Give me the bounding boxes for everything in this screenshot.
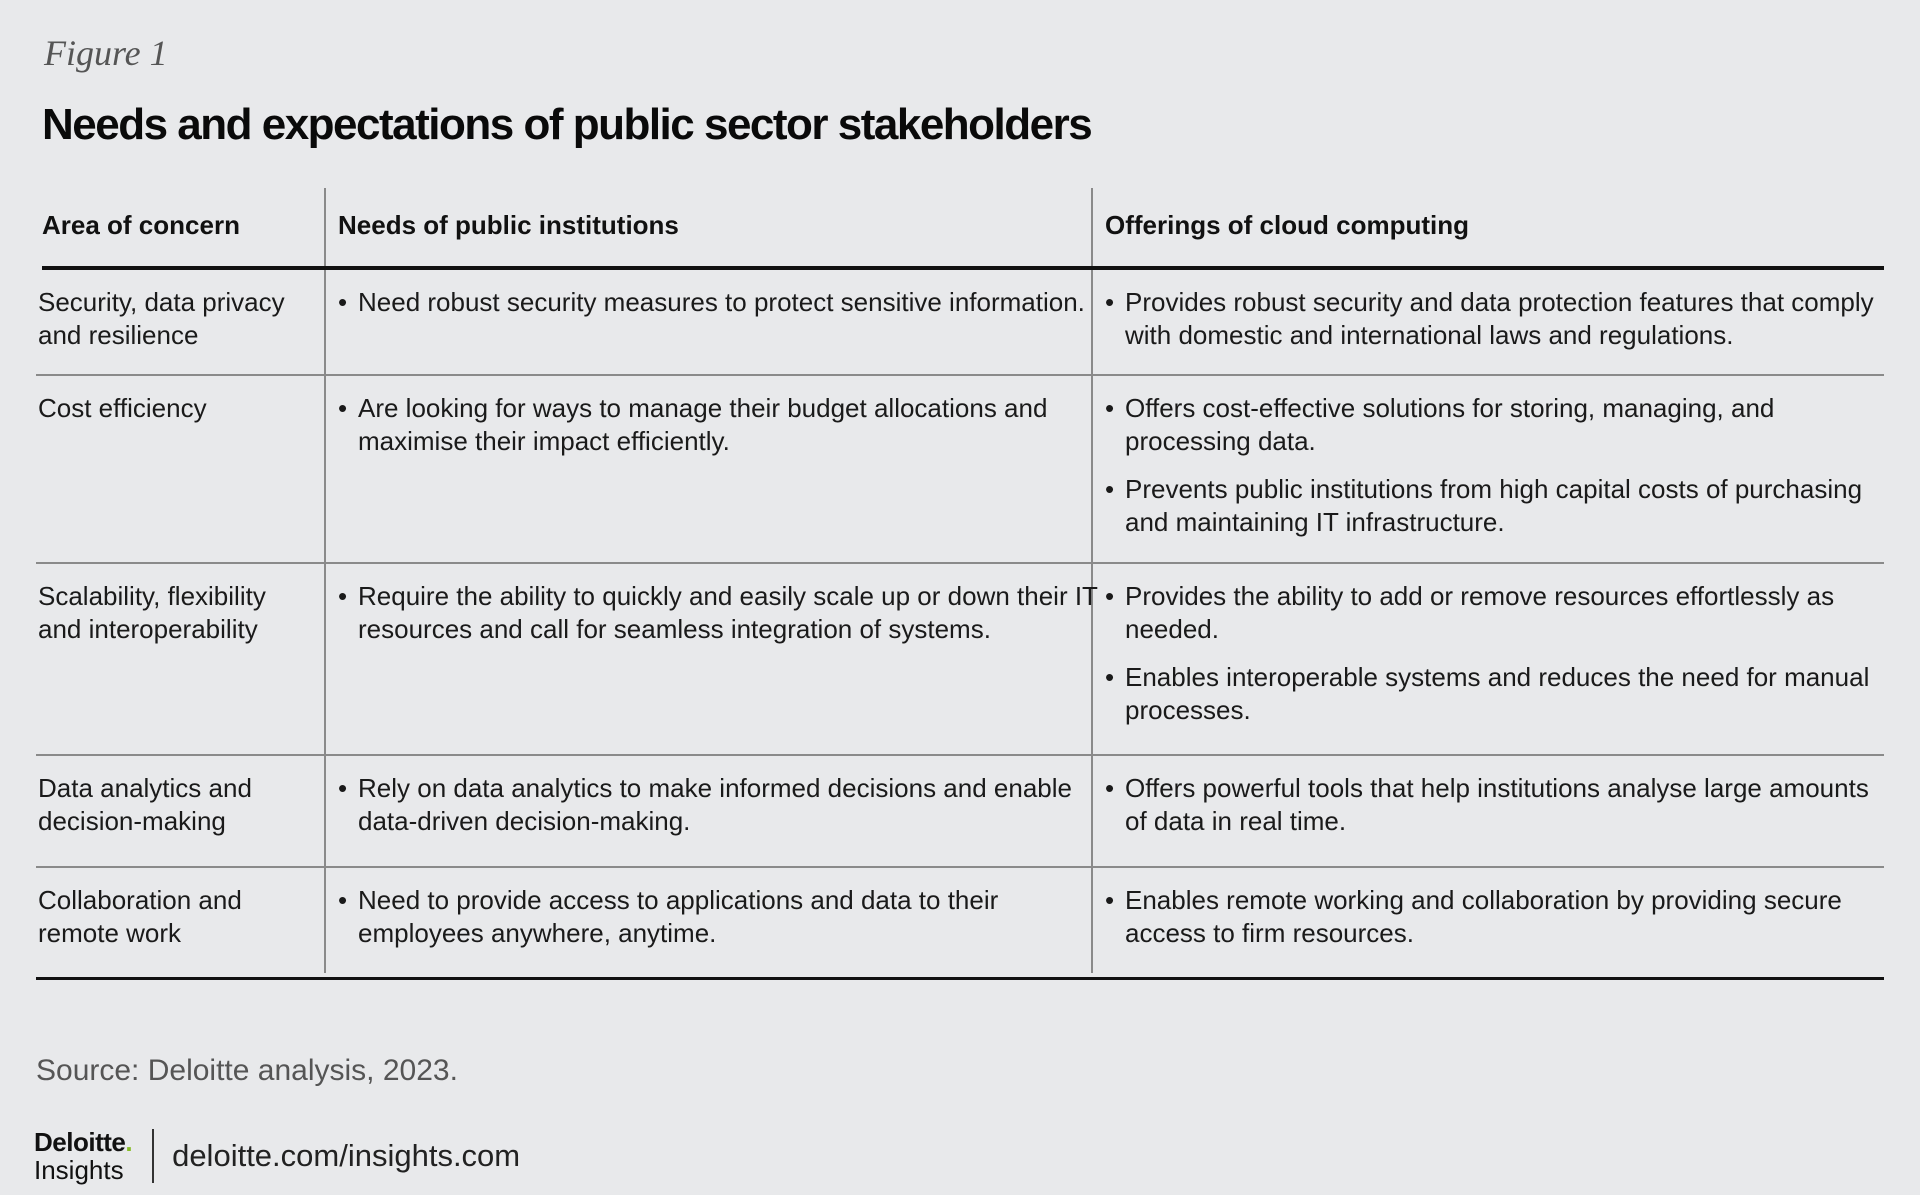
needs-item: • Are looking for ways to manage their budget allocations and maximise their impact efficiently.	[338, 392, 1108, 458]
logo-green-dot: .	[125, 1127, 133, 1157]
table-row	[36, 376, 1884, 564]
table-row	[36, 270, 1884, 376]
offering-item: • Prevents public institutions from high capital costs of purchasing and maintaining IT infrastructure.	[1105, 473, 1895, 539]
offerings-cell	[1105, 392, 1895, 554]
footer-divider	[152, 1129, 154, 1183]
needs-cell	[338, 772, 1108, 853]
page-title: Needs and expectations of public sector stakeholders	[42, 100, 1092, 149]
needs-cell	[338, 884, 1108, 965]
table-row	[36, 868, 1884, 980]
header-area-of-concern: Area of concern	[42, 210, 240, 240]
offerings-cell	[1105, 884, 1895, 965]
needs-cell	[338, 392, 1108, 473]
offering-item: • Provides robust security and data protection features that comply with domestic and international laws and regulations.	[1105, 286, 1895, 352]
needs-item: • Need to provide access to applications and data to their employees anywhere, anytime.	[338, 884, 1108, 950]
needs-item: • Rely on data analytics to make informed decisions and enable data-driven decision-making.	[338, 772, 1108, 838]
table-row	[36, 564, 1884, 756]
area-cell: Cost efficiency	[38, 393, 207, 423]
logo-wordmark: Deloitte	[34, 1127, 126, 1157]
needs-cell	[338, 580, 1108, 661]
area-cell: Collaboration and remote work	[38, 885, 242, 948]
source-note: Source: Deloitte analysis, 2023.	[36, 1054, 458, 1087]
table-header	[42, 188, 1884, 270]
offering-item: • Enables interoperable systems and reduces the need for manual processes.	[1105, 661, 1895, 727]
needs-item: • Need robust security measures to protect sensitive information.	[338, 286, 1108, 319]
area-cell: Security, data privacy and resilience	[38, 287, 285, 350]
offerings-cell	[1105, 286, 1895, 367]
needs-cell	[338, 286, 1108, 334]
area-cell: Data analytics and decision-making	[38, 773, 252, 836]
deloitte-insights-logo	[34, 1129, 132, 1183]
comparison-table	[36, 188, 1884, 980]
header-offerings: Offerings of cloud computing	[1105, 210, 1469, 240]
needs-item: • Require the ability to quickly and easily scale up or down their IT resources and call for seamless integration of systems.	[338, 580, 1108, 646]
figure-label: Figure 1	[44, 33, 168, 73]
header-needs: Needs of public institutions	[338, 210, 679, 240]
table-row	[36, 756, 1884, 868]
offering-item: • Provides the ability to add or remove resources effortlessly as needed.	[1105, 580, 1895, 646]
area-cell: Scalability, flexibility and interoperability	[38, 581, 266, 644]
logo-insights: Insights	[34, 1155, 124, 1185]
offering-item: • Offers powerful tools that help institutions analyse large amounts of data in real time.	[1105, 772, 1895, 838]
offering-item: • Enables remote working and collaboration by providing secure access to firm resources.	[1105, 884, 1895, 950]
footer	[34, 1128, 520, 1184]
offerings-cell	[1105, 772, 1895, 853]
offerings-cell	[1105, 580, 1895, 742]
offering-item: • Offers cost-effective solutions for storing, managing, and processing data.	[1105, 392, 1895, 458]
footer-link[interactable]: deloitte.com/insights.com	[172, 1138, 521, 1173]
